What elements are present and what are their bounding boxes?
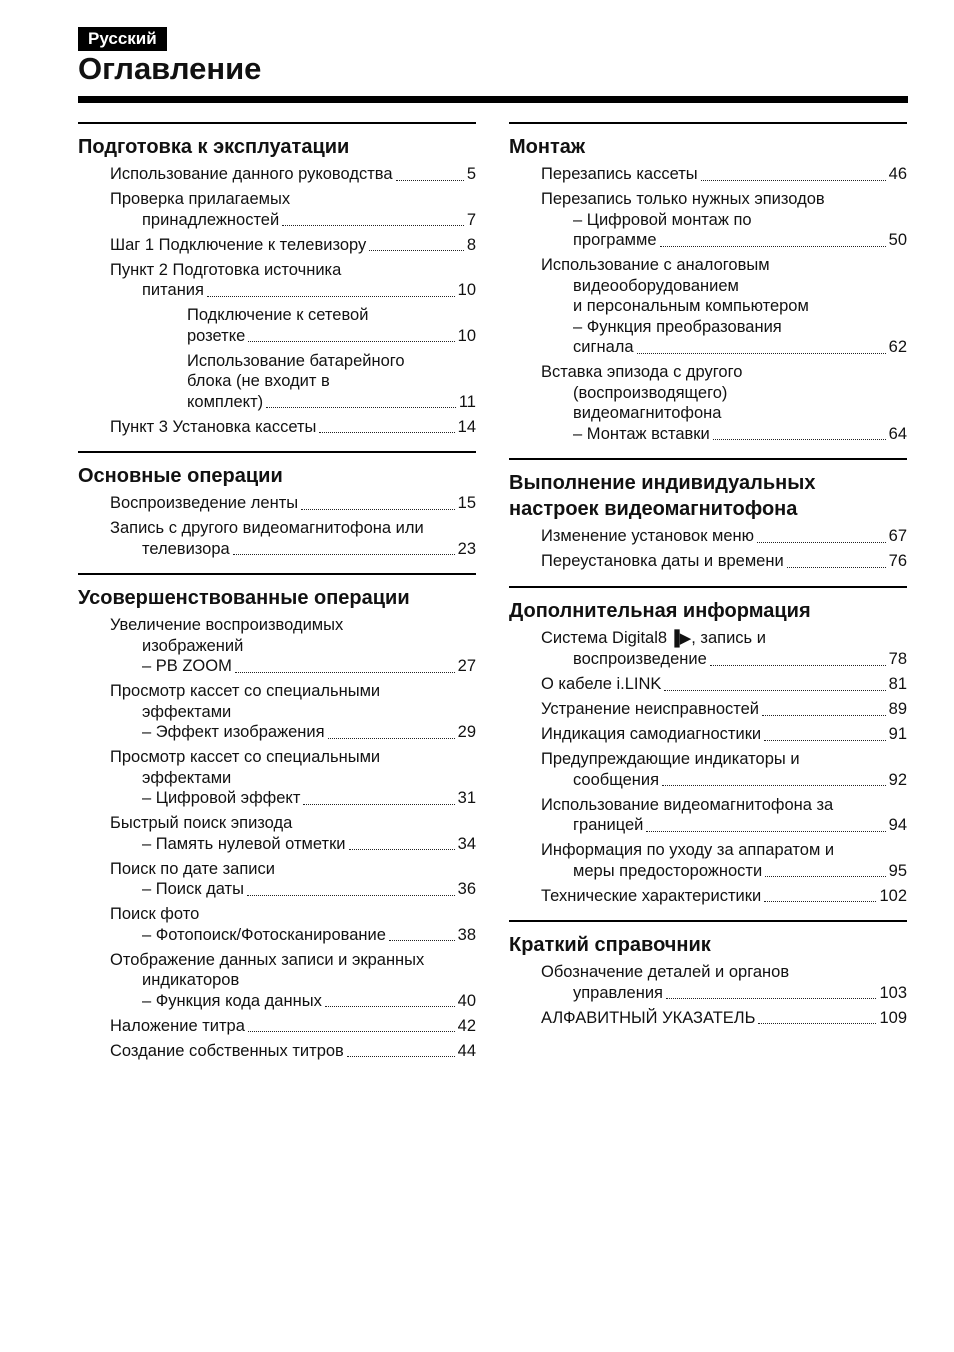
leader-dots bbox=[764, 740, 886, 741]
page-number: 15 bbox=[457, 494, 476, 512]
entry-line bbox=[541, 699, 907, 720]
leader-dots bbox=[762, 715, 886, 716]
page-number: 103 bbox=[879, 983, 907, 1002]
entry-line bbox=[541, 649, 907, 670]
entry-text: Просмотр кассет со специальными bbox=[110, 748, 381, 766]
toc-section bbox=[509, 458, 907, 572]
page-number: 29 bbox=[457, 723, 476, 741]
entry-text: изображений bbox=[142, 636, 244, 655]
entry-line bbox=[541, 255, 907, 276]
toc-entry[interactable] bbox=[110, 189, 476, 230]
entry-line bbox=[110, 879, 476, 900]
entry-text: Использование с аналоговым bbox=[541, 256, 770, 274]
entry-text: Использование видеомагнитофона за bbox=[541, 795, 834, 814]
page-number: 64 bbox=[888, 424, 907, 443]
entry-text: питания bbox=[142, 281, 204, 299]
leader-dots bbox=[207, 296, 455, 297]
leader-dots bbox=[349, 849, 455, 850]
entry-line bbox=[110, 702, 476, 723]
entry-line bbox=[110, 417, 476, 438]
entry-text: Создание собственных титров bbox=[110, 1041, 344, 1060]
toc-entry[interactable] bbox=[541, 674, 907, 695]
entry-text: эффектами bbox=[142, 702, 232, 721]
entry-line bbox=[187, 351, 476, 372]
entry-line bbox=[541, 628, 907, 650]
entry-text: меры предосторожности bbox=[573, 861, 763, 880]
page-number: 5 bbox=[466, 165, 476, 183]
toc-entry[interactable] bbox=[541, 628, 907, 670]
leader-dots bbox=[660, 246, 886, 247]
page-number: 89 bbox=[888, 700, 907, 718]
leader-dots bbox=[247, 895, 455, 896]
section-title: Краткий справочник bbox=[509, 934, 711, 956]
section-title: Дополнительная информация bbox=[509, 599, 811, 622]
entry-text: Индикация самодиагностики bbox=[541, 725, 762, 743]
entry-line bbox=[110, 950, 476, 971]
leader-dots bbox=[713, 439, 886, 440]
entry-text: Запись с другого видеомагнитофона или bbox=[110, 519, 424, 537]
entry-line bbox=[110, 925, 476, 946]
leader-dots bbox=[662, 785, 886, 786]
entry-text: управления bbox=[573, 983, 663, 1002]
toc-entry[interactable] bbox=[541, 795, 907, 836]
entry-text: Поиск фото bbox=[110, 905, 200, 923]
toc-entry[interactable] bbox=[541, 749, 907, 790]
entry-line bbox=[541, 1008, 907, 1029]
toc-entry[interactable] bbox=[541, 962, 907, 1003]
leader-dots bbox=[328, 738, 455, 739]
toc-entry[interactable] bbox=[541, 886, 907, 907]
leader-dots bbox=[764, 901, 876, 902]
entry-text: Информация по уходу за аппаратом и bbox=[541, 841, 835, 859]
entry-text: блока (не входит в bbox=[187, 372, 330, 390]
page-number: 50 bbox=[888, 231, 907, 249]
entry-line bbox=[110, 280, 476, 301]
entry-text: Система Digital8 bbox=[541, 628, 668, 647]
entry-line bbox=[110, 164, 476, 185]
entry-line bbox=[541, 276, 907, 297]
entry-text: воспроизведение bbox=[573, 650, 707, 668]
entry-line bbox=[541, 317, 907, 338]
entry-line bbox=[110, 991, 476, 1012]
entry-line bbox=[541, 551, 907, 572]
leader-dots bbox=[303, 804, 454, 805]
digital8-logo-icon: ▐▶ bbox=[669, 629, 692, 647]
entry-text: программе bbox=[573, 231, 657, 249]
entry-line bbox=[110, 834, 476, 855]
entry-line bbox=[541, 403, 907, 424]
toc-entry[interactable] bbox=[541, 255, 907, 358]
entry-line bbox=[541, 424, 907, 445]
entry-line bbox=[541, 983, 907, 1004]
toc-entry[interactable] bbox=[110, 235, 476, 256]
entry-text: Устранение неисправностей bbox=[541, 700, 760, 718]
entry-text: розетке bbox=[187, 326, 246, 345]
leader-dots bbox=[319, 432, 454, 433]
page-number: 34 bbox=[457, 834, 476, 853]
entry-text: – PB ZOOM bbox=[142, 657, 232, 675]
entry-text: Пункт 3 Установка кассеты bbox=[110, 417, 317, 436]
leader-dots bbox=[248, 341, 454, 342]
entry-line bbox=[541, 840, 907, 861]
leader-dots bbox=[266, 407, 456, 408]
entry-text: Наложение титра bbox=[110, 1016, 245, 1035]
leader-dots bbox=[282, 225, 464, 226]
toc-entry[interactable] bbox=[187, 305, 476, 346]
entry-line bbox=[110, 615, 476, 636]
toc-entry[interactable] bbox=[541, 699, 907, 720]
leader-dots bbox=[301, 509, 455, 510]
entry-line bbox=[110, 1016, 476, 1037]
entry-text: эффектами bbox=[142, 768, 232, 787]
entry-text: сообщения bbox=[573, 770, 660, 789]
leader-dots bbox=[758, 1023, 876, 1024]
page-number: 62 bbox=[888, 338, 907, 356]
entry-line bbox=[187, 371, 476, 392]
entry-line bbox=[541, 210, 907, 231]
page-number: 10 bbox=[457, 326, 476, 345]
entry-text: Изменение установок меню bbox=[541, 527, 755, 545]
entry-text: – Цифровой эффект bbox=[142, 789, 301, 807]
toc-section bbox=[78, 122, 476, 437]
entry-line bbox=[110, 768, 476, 789]
toc-section bbox=[509, 586, 907, 907]
toc-entry[interactable] bbox=[187, 351, 476, 413]
page-number: 95 bbox=[888, 861, 907, 880]
entry-text: – Поиск даты bbox=[142, 880, 244, 898]
toc-entry[interactable] bbox=[110, 747, 476, 809]
page-number: 27 bbox=[457, 657, 476, 675]
entry-text: принадлежностей bbox=[142, 210, 280, 229]
entry-line bbox=[541, 861, 907, 882]
entry-text: Увеличение воспроизводимых bbox=[110, 616, 344, 634]
entry-line bbox=[187, 392, 476, 413]
entry-line bbox=[110, 235, 476, 256]
leader-dots bbox=[235, 672, 455, 673]
entry-text: – Функция кода данных bbox=[142, 991, 322, 1010]
entry-line bbox=[110, 904, 476, 925]
entry-line bbox=[541, 230, 907, 251]
entry-line bbox=[110, 260, 476, 281]
toc-entry[interactable] bbox=[110, 417, 476, 438]
entry-text: сигнала bbox=[573, 338, 634, 356]
toc-entry[interactable] bbox=[110, 1041, 476, 1062]
entry-text: Переустановка даты и времени bbox=[541, 552, 784, 570]
leader-dots bbox=[396, 180, 464, 181]
entry-text: Шаг 1 Подключение к телевизору bbox=[110, 235, 367, 254]
entry-text: – Фотопоиск/Фотосканирование bbox=[142, 925, 386, 944]
entry-line bbox=[541, 526, 907, 547]
toc-section bbox=[78, 573, 476, 1061]
entry-text: – Эффект изображения bbox=[142, 723, 325, 741]
entry-text: Проверка прилагаемых bbox=[110, 190, 291, 208]
entry-line bbox=[110, 210, 476, 231]
entry-line bbox=[110, 813, 476, 834]
language-badge: Русский bbox=[78, 27, 167, 51]
toc-entry[interactable] bbox=[541, 362, 907, 444]
toc-entry[interactable] bbox=[541, 189, 907, 251]
entry-line bbox=[541, 795, 907, 816]
entry-text: комплект) bbox=[187, 392, 264, 411]
entry-line bbox=[541, 962, 907, 983]
entry-line bbox=[110, 788, 476, 809]
page-number: 81 bbox=[888, 675, 907, 693]
page-title: Оглавление bbox=[78, 51, 262, 86]
entry-text: и персональным компьютером bbox=[573, 297, 809, 315]
toc-section bbox=[509, 920, 907, 1028]
entry-text: телевизора bbox=[142, 539, 230, 558]
leader-dots bbox=[325, 1006, 455, 1007]
page-number: 109 bbox=[879, 1008, 907, 1027]
page-number: 38 bbox=[457, 925, 476, 944]
leader-dots bbox=[710, 665, 886, 666]
entry-text: Пункт 2 Подготовка источника bbox=[110, 260, 342, 279]
page-number: 31 bbox=[457, 789, 476, 807]
section-title: Выполнение индивидуальных настроек видеомагнитофона bbox=[509, 472, 816, 520]
page-number: 44 bbox=[457, 1041, 476, 1060]
page-number: 10 bbox=[457, 281, 476, 299]
entry-line bbox=[541, 749, 907, 770]
page-number: 67 bbox=[888, 527, 907, 545]
entry-text: Воспроизведение ленты bbox=[110, 494, 299, 512]
page-number: 78 bbox=[888, 650, 907, 668]
entry-text: Вставка эпизода с другого bbox=[541, 363, 743, 381]
leader-dots bbox=[248, 1031, 455, 1032]
entry-text: – Цифровой монтаж по bbox=[573, 210, 752, 229]
leader-dots bbox=[347, 1056, 455, 1057]
entry-line bbox=[541, 815, 907, 836]
leader-dots bbox=[637, 353, 886, 354]
toc-entry[interactable] bbox=[110, 164, 476, 185]
entry-text: Обозначение деталей и органов bbox=[541, 963, 790, 981]
entry-text: Быстрый поиск эпизода bbox=[110, 814, 293, 832]
entry-line bbox=[541, 383, 907, 404]
leader-dots bbox=[765, 876, 885, 877]
entry-line bbox=[110, 493, 476, 514]
toc-entry[interactable] bbox=[110, 813, 476, 854]
entry-line bbox=[541, 724, 907, 745]
entry-line bbox=[541, 189, 907, 210]
toc-left-column bbox=[78, 122, 476, 1075]
leader-dots bbox=[369, 250, 464, 251]
entry-line bbox=[110, 681, 476, 702]
entry-line bbox=[541, 296, 907, 317]
entry-text: Перезапись только нужных эпизодов bbox=[541, 190, 825, 208]
entry-text: видеомагнитофона bbox=[573, 404, 722, 422]
entry-text: видеооборудованием bbox=[573, 276, 739, 295]
leader-dots bbox=[666, 998, 876, 999]
leader-dots bbox=[757, 542, 886, 543]
entry-text: О кабеле i.LINK bbox=[541, 675, 662, 693]
entry-text: Просмотр кассет со специальными bbox=[110, 682, 381, 700]
entry-line bbox=[541, 674, 907, 695]
toc-section bbox=[509, 122, 907, 444]
entry-line bbox=[187, 326, 476, 347]
toc-entry[interactable] bbox=[110, 1016, 476, 1037]
toc-entry[interactable] bbox=[541, 526, 907, 547]
page-number: 102 bbox=[879, 886, 907, 905]
page-number: 92 bbox=[888, 770, 907, 789]
entry-line bbox=[541, 337, 907, 358]
toc-entry[interactable] bbox=[541, 551, 907, 572]
entry-line bbox=[110, 859, 476, 880]
entry-text: Использование батарейного bbox=[187, 351, 405, 370]
entry-line bbox=[110, 1041, 476, 1062]
entry-text: Перезапись кассеты bbox=[541, 165, 698, 183]
toc-right-column bbox=[509, 122, 907, 1042]
entry-line bbox=[541, 362, 907, 383]
page-number: 11 bbox=[458, 392, 476, 411]
entry-line bbox=[110, 722, 476, 743]
entry-text: – Монтаж вставки bbox=[573, 424, 710, 443]
leader-dots bbox=[664, 690, 885, 691]
toc-entry[interactable] bbox=[110, 493, 476, 514]
entry-line bbox=[541, 770, 907, 791]
toc-entry[interactable] bbox=[110, 904, 476, 945]
page-number: 40 bbox=[457, 991, 476, 1010]
toc-entry[interactable] bbox=[541, 840, 907, 881]
entry-line bbox=[110, 189, 476, 210]
page-number: 7 bbox=[466, 210, 476, 229]
entry-line bbox=[110, 539, 476, 560]
section-title: Основные операции bbox=[78, 465, 283, 487]
entry-text: – Память нулевой отметки bbox=[142, 834, 346, 853]
page-number: 42 bbox=[457, 1016, 476, 1035]
page-number: 46 bbox=[888, 165, 907, 183]
entry-line bbox=[110, 518, 476, 539]
entry-text: – Функция преобразования bbox=[573, 317, 782, 336]
toc-entry[interactable] bbox=[110, 950, 476, 1012]
toc-entry[interactable] bbox=[110, 260, 476, 301]
toc-entry[interactable] bbox=[541, 164, 907, 185]
page-number: 14 bbox=[457, 417, 476, 436]
leader-dots bbox=[701, 180, 886, 181]
section-title: Подготовка к эксплуатации bbox=[78, 136, 350, 158]
entry-text: индикаторов bbox=[142, 971, 240, 989]
leader-dots bbox=[646, 831, 885, 832]
entry-line bbox=[110, 970, 476, 991]
page-number: 76 bbox=[888, 552, 907, 570]
entry-text: АЛФАВИТНЫЙ УКАЗАТЕЛЬ bbox=[541, 1008, 756, 1027]
entry-text: Поиск по дате записи bbox=[110, 859, 275, 878]
entry-line bbox=[110, 656, 476, 677]
entry-text: (воспроизводящего) bbox=[573, 383, 728, 402]
toc-entry[interactable] bbox=[110, 681, 476, 743]
toc-entry[interactable] bbox=[110, 859, 476, 900]
entry-text: Отображение данных записи и экранных bbox=[110, 950, 425, 969]
toc-entry[interactable] bbox=[110, 518, 476, 559]
entry-text: , запись и bbox=[691, 628, 766, 647]
page-number: 94 bbox=[888, 816, 907, 834]
entry-line bbox=[187, 305, 476, 326]
entry-text: Подключение к сетевой bbox=[187, 306, 369, 324]
page-number: 36 bbox=[457, 880, 476, 898]
toc-entry[interactable] bbox=[110, 615, 476, 677]
entry-text: границей bbox=[573, 816, 644, 834]
section-title: Монтаж bbox=[509, 136, 586, 158]
entry-text: Использование данного руководства bbox=[110, 165, 393, 183]
page-number: 91 bbox=[888, 725, 907, 743]
toc-entry[interactable] bbox=[541, 1008, 907, 1029]
page-number: 8 bbox=[466, 235, 476, 254]
page-number: 23 bbox=[457, 539, 476, 558]
entry-line bbox=[541, 886, 907, 907]
entry-text: Технические характеристики bbox=[541, 886, 762, 905]
toc-entry[interactable] bbox=[541, 724, 907, 745]
section-title: Усовершенствованные операции bbox=[78, 587, 410, 609]
entry-line bbox=[541, 164, 907, 185]
entry-line bbox=[110, 747, 476, 768]
entry-text: Предупреждающие индикаторы и bbox=[541, 750, 800, 768]
leader-dots bbox=[787, 567, 886, 568]
leader-dots bbox=[233, 554, 455, 555]
title-rule bbox=[78, 96, 908, 103]
toc-section bbox=[78, 451, 476, 559]
entry-line bbox=[110, 636, 476, 657]
leader-dots bbox=[389, 940, 455, 941]
